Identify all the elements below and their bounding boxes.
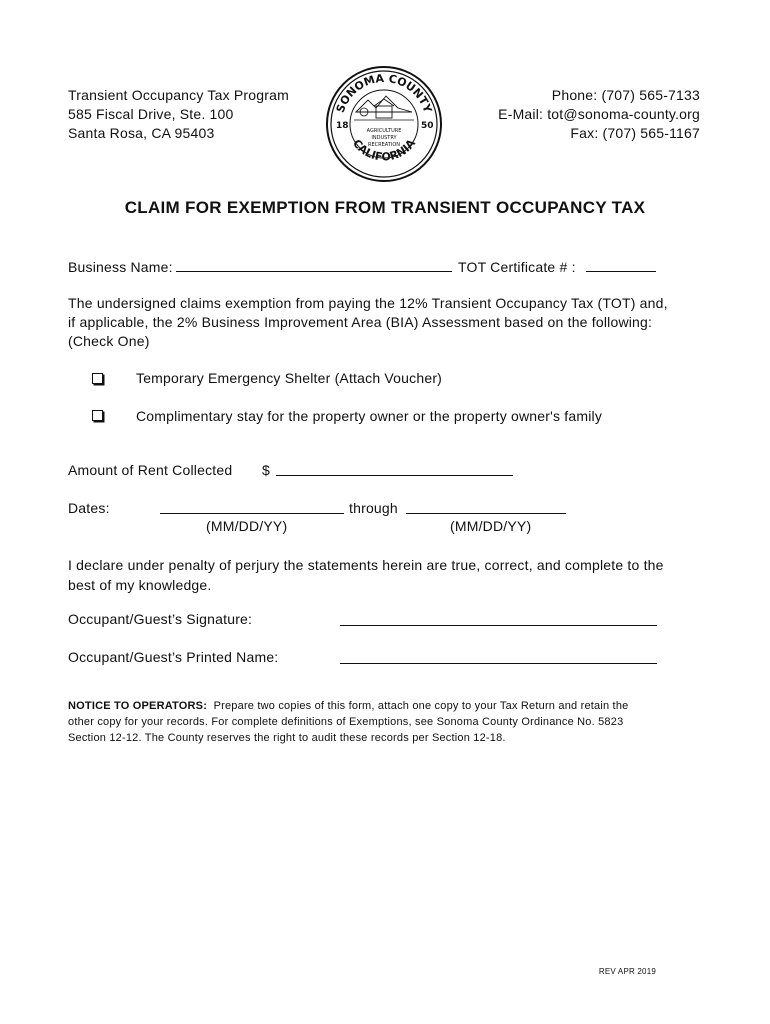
tot-certificate-field[interactable] <box>586 271 656 272</box>
fax: Fax: (707) 565-1167 <box>570 125 700 141</box>
printed-name-field[interactable] <box>340 663 657 664</box>
seal-motto-1: AGRICULTURE <box>366 128 402 134</box>
start-date-field[interactable] <box>160 513 344 514</box>
program-address <box>68 86 289 143</box>
city-state-zip: Santa Rosa, CA 95403 <box>68 125 215 141</box>
form-title: CLAIM FOR EXEMPTION FROM TRANSIENT OCCUPANCY TAX <box>124 198 646 217</box>
declaration-line: best of my knowledge. <box>68 577 212 593</box>
program-name: Transient Occupancy Tax Program <box>68 87 289 103</box>
notice-line: other copy for your records. For complete definitions of Exemptions, see Sonoma County Ordinance No. 5823 <box>68 716 624 728</box>
seal-motto-2: INDUSTRY <box>371 135 397 141</box>
complimentary-stay-label: Complimentary stay for the property owner or the property owner's family <box>136 408 603 424</box>
sonoma-county-seal-icon <box>324 64 444 184</box>
end-date-format: (MM/DD/YY) <box>450 518 532 534</box>
email: E-Mail: tot@sonoma-county.org <box>498 106 700 122</box>
notice-first-line <box>68 698 708 714</box>
end-date-field[interactable] <box>406 513 566 514</box>
amount-field[interactable] <box>276 475 513 476</box>
declaration-line: I declare under penalty of perjury the statements herein are true, correct, and complete to the <box>68 557 664 573</box>
business-name-field[interactable] <box>176 271 452 272</box>
tot-certificate-label: TOT Certificate # : <box>458 259 576 275</box>
amount-label: Amount of Rent Collected <box>68 462 233 478</box>
notice-to-operators <box>68 698 708 746</box>
notice-heading: NOTICE TO OPERATORS: <box>68 700 208 712</box>
seal-left-year: 18 <box>336 121 349 131</box>
signature-field[interactable] <box>340 625 657 626</box>
business-name-label: Business Name: <box>68 259 173 275</box>
dates-label: Dates: <box>68 500 110 516</box>
phone: Phone: (707) 565-7133 <box>551 87 700 103</box>
notice-line: Prepare two copies of this form, attach one copy to your Tax Return and retain the <box>213 700 629 712</box>
seal-top-text: SONOMA COUNTY <box>333 71 435 115</box>
seal-motto-3: RECREATION <box>368 142 400 148</box>
notice-line: Section 12-12. The County reserves the right to audit these records per Section 12-18. <box>68 732 506 744</box>
revision-date: REV APR 2019 <box>598 967 656 976</box>
intro-line: if applicable, the 2% Business Improvement Area (BIA) Assessment based on the following: <box>68 314 653 330</box>
declaration-paragraph <box>68 555 708 595</box>
through-label: through <box>349 500 398 516</box>
intro-line: (Check One) <box>68 333 150 349</box>
seal-bottom-text: CALIFORNIA <box>350 136 418 164</box>
emergency-shelter-checkbox[interactable] <box>92 373 103 384</box>
contact-info <box>498 86 700 143</box>
seal-right-year: 50 <box>421 121 434 131</box>
printed-name-label: Occupant/Guest’s Printed Name: <box>68 649 279 665</box>
currency-symbol: $ <box>262 462 270 478</box>
street-address: 585 Fiscal Drive, Ste. 100 <box>68 106 234 122</box>
signature-label: Occupant/Guest’s Signature: <box>68 611 253 627</box>
intro-line: The undersigned claims exemption from paying the 12% Transient Occupancy Tax (TOT) and, <box>68 295 668 311</box>
intro-paragraph <box>68 294 708 351</box>
emergency-shelter-label: Temporary Emergency Shelter (Attach Voucher) <box>136 370 443 386</box>
complimentary-stay-checkbox[interactable] <box>92 410 103 421</box>
start-date-format: (MM/DD/YY) <box>206 518 288 534</box>
